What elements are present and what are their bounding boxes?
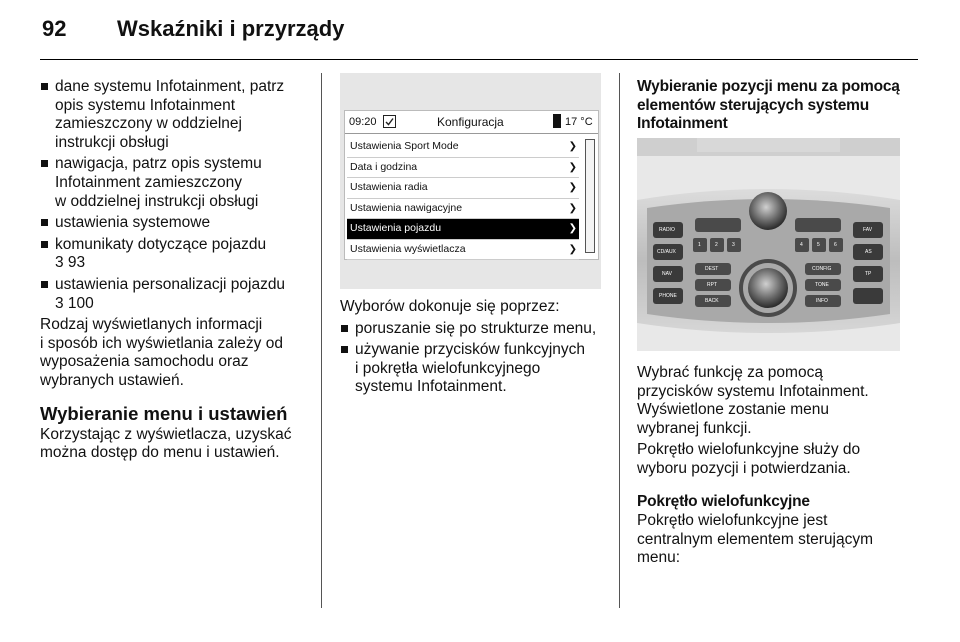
preset-button-3[interactable]: 3 [732,242,735,248]
menu-item[interactable]: Ustawienia nawigacyjne ❯ [347,199,579,220]
chevron-right-icon: ❯ [568,161,577,173]
nav-button[interactable]: NAV [662,271,672,277]
temperature-readout: 17 °C [565,116,593,128]
bullet-item: nawigacja, patrz opis systemu Infotainment zamieszczony w oddzielnej instrukcji obsługi [40,155,310,211]
column-divider [321,73,322,608]
column-middle [340,298,610,400]
menu-item[interactable]: Data i godzina ❯ [347,158,579,179]
paragraph: Rodzaj wyświetlanych informacji i sposób ich wyświetlania zależy od wyposażenia samochodu oraz wybranych ustawień. [40,316,283,389]
as-button[interactable]: AS [865,249,872,255]
page-number: 92 [42,16,67,41]
infotainment-display [344,110,599,260]
chevron-right-icon: ❯ [568,223,577,234]
chevron-right-icon: ❯ [568,243,577,255]
control-panel-photo [637,138,900,351]
page-reference-link[interactable]: 3 100 [55,294,94,312]
tone-button[interactable]: TONE [815,282,829,288]
bullet-item: ustawienia personalizacji pojazdu 3 100 [40,276,310,313]
display-status-bar [345,111,598,134]
column-left [40,78,310,466]
panel-labels [637,138,900,351]
display-illustration [340,73,601,289]
bullet-item: dane systemu Infotainment, patrz opis systemu Infotainment zamieszczony w oddzielnej instrukcji obsługi [40,78,310,152]
radio-button[interactable]: RADIO [659,227,675,233]
dest-button[interactable]: DEST [705,266,719,272]
menu-list [347,137,579,260]
paragraph: Pokrętło wielofunkcyjne jest centralnym elementem sterującym menu: [637,512,874,567]
preset-button-1[interactable]: 1 [698,242,701,248]
chevron-right-icon: ❯ [568,182,577,193]
preset-button-4[interactable]: 4 [800,242,803,248]
back-button[interactable]: BACK [705,298,719,304]
menu-item[interactable]: Ustawienia Sport Mode ❯ [347,137,579,158]
menu-item-selected[interactable]: Ustawienia pojazdu ❯ [347,219,579,240]
bullet-item: poruszanie się po strukturze menu, [340,320,610,339]
preset-button-6[interactable]: 6 [834,242,837,248]
paragraph: Wyborów dokonuje się poprzez: [340,298,560,315]
rpt-button[interactable]: RPT [707,282,717,288]
chevron-right-icon: ❯ [568,202,577,214]
column-right-text [637,364,907,571]
menu-scrollbar[interactable] [585,139,595,253]
section-heading: Wybieranie pozycji menu za pomocą elementów sterujących systemu Infotainment [637,78,900,133]
paragraph: Pokrętło wielofunkcyjne służy do wyboru pozycji i potwierdzania. [637,441,861,477]
clock-time: 09:20 [349,116,377,128]
bullet-item: komunikaty dotyczące pojazdu 3 93 [40,236,310,273]
column-right [637,78,907,135]
page-title: Wskaźniki i przyrządy [117,16,345,41]
info-button[interactable]: INFO [816,298,828,304]
page-header [0,0,960,62]
tp-button[interactable]: TP [865,271,872,277]
paragraph: Wybrać funkcję za pomocą przycisków systemu Infotainment. Wyświetlone zostanie menu wybranej funkcji. [637,364,869,437]
header-rule [40,59,918,60]
cd-aux-button[interactable]: CD/AUX [657,249,676,255]
display-title: Konfiguracja [437,115,504,129]
subheading: Pokrętło wielofunkcyjne [637,492,810,510]
fav-button[interactable]: FAV [863,227,873,233]
chevron-right-icon: ❯ [568,141,577,152]
menu-item[interactable]: Ustawienia wyświetlacza ❯ [347,240,579,261]
bullet-item: ustawienia systemowe [40,214,310,233]
thermometer-icon [553,114,561,128]
menu-item[interactable]: Ustawienia radia ❯ [347,178,579,199]
bullet-item: używanie przycisków funkcyjnych i pokrętła wielofunkcyjnego systemu Infotainment. [340,341,610,397]
preset-button-2[interactable]: 2 [715,242,718,248]
config-button[interactable]: CONFIG [812,266,832,272]
paragraph: Korzystając z wyświetlacza, uzyskać można dostęp do menu i ustawień. [40,425,292,462]
page-reference-link[interactable]: 3 93 [55,254,86,272]
settings-icon [383,115,396,128]
phone-button[interactable]: PHONE [659,293,677,299]
column-divider [619,73,620,608]
section-heading: Wybieranie menu i ustawień [40,402,288,424]
preset-button-5[interactable]: 5 [817,242,820,248]
